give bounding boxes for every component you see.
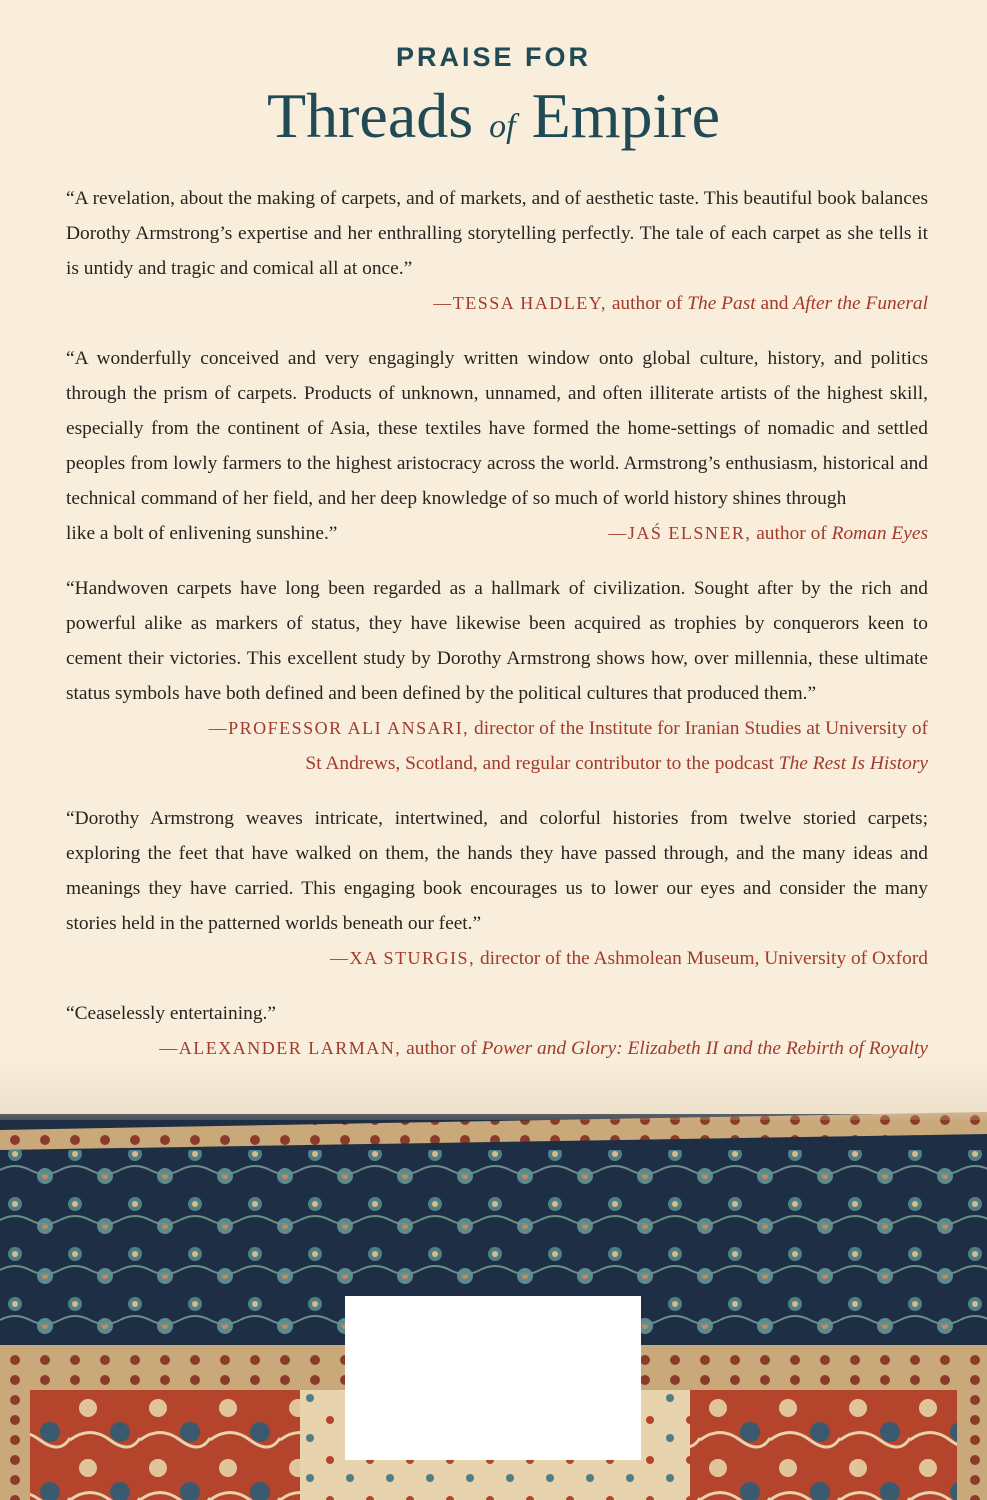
quote-1-joiner: and [760,293,789,314]
quote-2-role: author of [756,523,827,544]
barcode-placeholder [345,1296,641,1460]
quote-3-text: “Handwoven carpets have long been regarded as a hallmark of civilization. Sought after by the rich and powerful alike as markers of status, they have likewise been acquired as trophies by conquerors keen to cement their victories. This excellent study by Dorothy Armstrong shows how, over millennia, these ultimate status symbols have both defined and been defined by the political cultures that produced them.” [66,578,928,704]
quote-5-name: —ALEXANDER LARMAN, [159,1038,402,1058]
quote-5-text: “Ceaselessly entertaining.” [66,1003,276,1024]
quote-5-work: Power and Glory: Elizabeth II and the Rebirth of Royalty [481,1038,928,1059]
quote-1-name: —TESSA HADLEY, [433,293,607,313]
quote-2-text: “A wonderfully conceived and very engagingly written window onto global culture, history, and politics through the prism of carpets. Products of unknown, unnamed, and often illiterate artists of the highest skill, especially from the continent of Asia, these textiles have formed the home-settings of nomadic and settled peoples from lowly farmers to the highest aristocracy across the world. Armstrong’s enthusiasm, historical and technical command of her field, and her deep knowledge of so much of world history shines through [66,348,928,509]
quote-3-role-line-1: director of the Institute for Iranian Studies at University of [474,718,928,739]
quote-2-attribution [528,516,928,551]
title-part-1: Threads [267,80,474,151]
quote-2-work: Roman Eyes [831,523,928,544]
quote-4-name: —XA STURGIS, [330,948,476,968]
quote-3-role-line-2: St Andrews, Scotland, and regular contributor to the podcast [305,753,774,774]
quote-1-role: author of [611,293,683,314]
carpet-fade [0,1060,987,1120]
quote-1-work-2: After the Funeral [793,293,928,314]
title-part-2: Empire [531,80,720,151]
quote-1-text: “A revelation, about the making of carpets, and of markets, and of aesthetic taste. This beautiful book balances Dorothy Armstrong’s expertise and her enthralling storytelling perfectly. The tale of each carpet as she tells it is untidy and tragic and comical all at once.” [66,188,928,279]
quote-1-attribution [48,286,928,321]
quote-4-text: “Dorothy Armstrong weaves intricate, intertwined, and colorful histories from twelve storied carpets; exploring the feet that have walked on them, the hands they have passed through, and the many ideas and meanings they have carried. This engaging book encourages us to lower our eyes and consider the many stories held in the patterned worlds beneath our feet.” [66,808,928,934]
carpet-left-border [0,1390,30,1500]
quote-4-role: director of the Ashmolean Museum, University of Oxford [479,948,928,969]
quote-3-work: The Rest Is History [778,753,928,774]
quote-2-name: —JAŚ ELSNER, [608,523,752,543]
quote-1-work-1: The Past [687,293,756,314]
quote-4-attribution [48,941,928,976]
quote-3-attribution-cont [48,746,928,781]
quote-3-name: —PROFESSOR ALI ANSARI, [208,718,470,738]
carpet-right-border [957,1390,987,1500]
title-conjunction: of [489,108,516,145]
book-title [0,78,987,165]
quote-5-role: author of [406,1038,477,1059]
quote-3-attribution [48,711,928,746]
quote-2-tail: like a bolt of enlivening sunshine.” [66,523,338,544]
kicker-heading: PRAISE FOR [395,42,592,72]
